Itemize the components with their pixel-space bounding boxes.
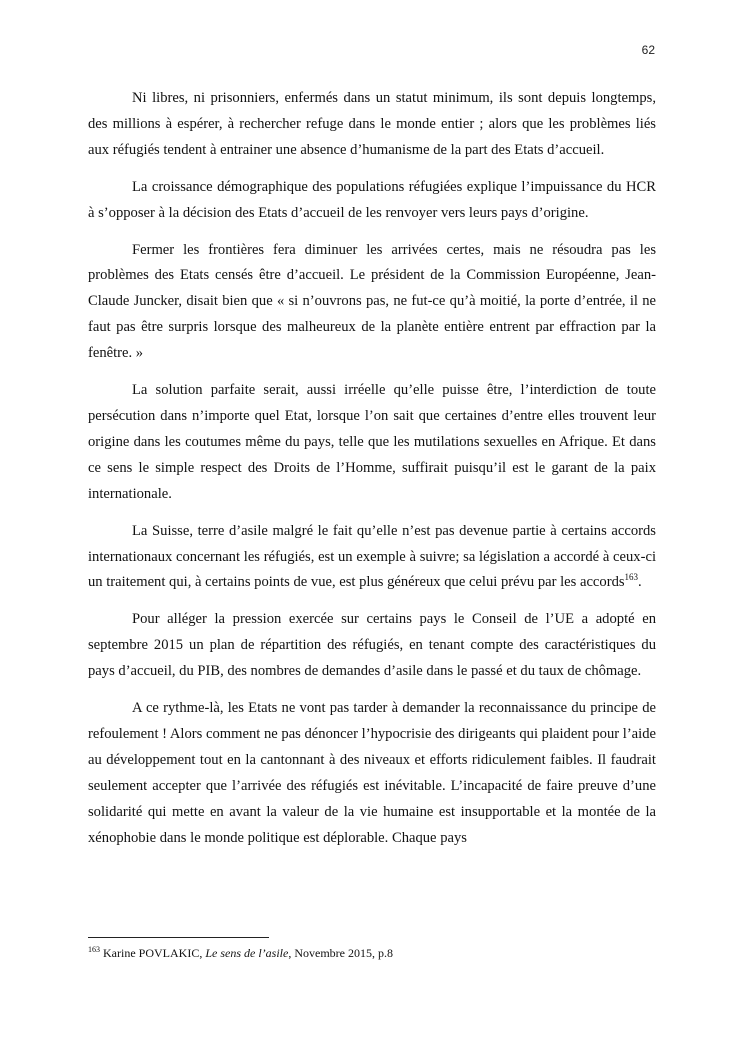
page-number: 62 [641, 43, 655, 57]
body-text [88, 86, 656, 862]
footnote-number: 163 [88, 945, 100, 954]
footnote [88, 945, 393, 961]
paragraph-5-text: La Suisse, terre d’asile malgré le fait qu’elle n’est pas devenue partie à certains accords internationaux concernant les réfugiés, est un exemple à suivre; sa législation a accordé à ceux-ci un traitement qui, à certains points de vue, est plus généreux que celui prévu par les accords [88, 522, 656, 591]
paragraph-4: La solution parfaite serait, aussi irréelle qu’elle puisse être, l’interdiction de toute persécution dans n’importe quel Etat, lorsque l’on sait que certaines d’entre elles trouvent leur origine dans les coutumes même du pays, telle que les mutilations sexuelles en Afrique. Et dans ce sens le simple respect des Droits de l’Homme, suffirait puisqu’il est le garant de la paix internationale. [88, 382, 656, 502]
paragraph-7: A ce rythme-là, les Etats ne vont pas tarder à demander la reconnaissance du principe de refoulement ! Alors comment ne pas dénoncer l’hypocrisie des dirigeants qui plaident pour l’aide au développement tout en la cantonnant à des niveaux et efforts ridiculement faibles. Il faudrait seulement accepter que l’arrivée des réfugiés est inévitable. L’incapacité de faire preuve d’une solidarité qui mette en avant la valeur de la vie humaine est insupportable et la montée de la xénophobie dans le monde politique est déplorable. Chaque pays [88, 700, 656, 846]
paragraph-3: Fermer les frontières fera diminuer les arrivées certes, mais ne résoudra pas les problèmes des Etats censés être d’accueil. Le président de la Commission Européenne, Jean-Claude Juncker, disait bien que « si n’ouvrons pas, ne fut-ce qu’à moitié, la porte d’entrée, il ne faut pas être surpris lorsque des malheureux de la planète entière entrent par effraction par la fenêtre. » [88, 241, 656, 362]
paragraph-5 [88, 519, 656, 597]
footnote-divider [88, 937, 269, 938]
paragraph-2: La croissance démographique des populations réfugiées explique l’impuissance du HCR à s’opposer à la décision des Etats d’accueil de les renvoyer vers leurs pays d’origine. [88, 178, 656, 221]
paragraph-6: Pour alléger la pression exercée sur certains pays le Conseil de l’UE a adopté en septembre 2015 un plan de répartition des réfugiés, en tenant compte des caractéristiques du pays d’accueil, du PIB, des nombres de demandes d’asile dans le passé et du taux de chômage. [88, 611, 656, 680]
paragraph-5-trail: . [638, 574, 642, 591]
footnote-author: Karine POVLAKIC, [103, 946, 206, 960]
footnote-details: , Novembre 2015, p.8 [288, 946, 393, 960]
paragraph-1: Ni libres, ni prisonniers, enfermés dans un statut minimum, ils sont depuis longtemps, des millions à espérer, à rechercher refuge dans le monde entier ; alors que les problèmes liés aux réfugiés tendent à entrainer une absence d’humanisme de la part des Etats d’accueil. [88, 90, 656, 158]
footnote-title: Le sens de l’asile [205, 946, 289, 960]
footnote-reference[interactable]: 163 [624, 572, 639, 583]
